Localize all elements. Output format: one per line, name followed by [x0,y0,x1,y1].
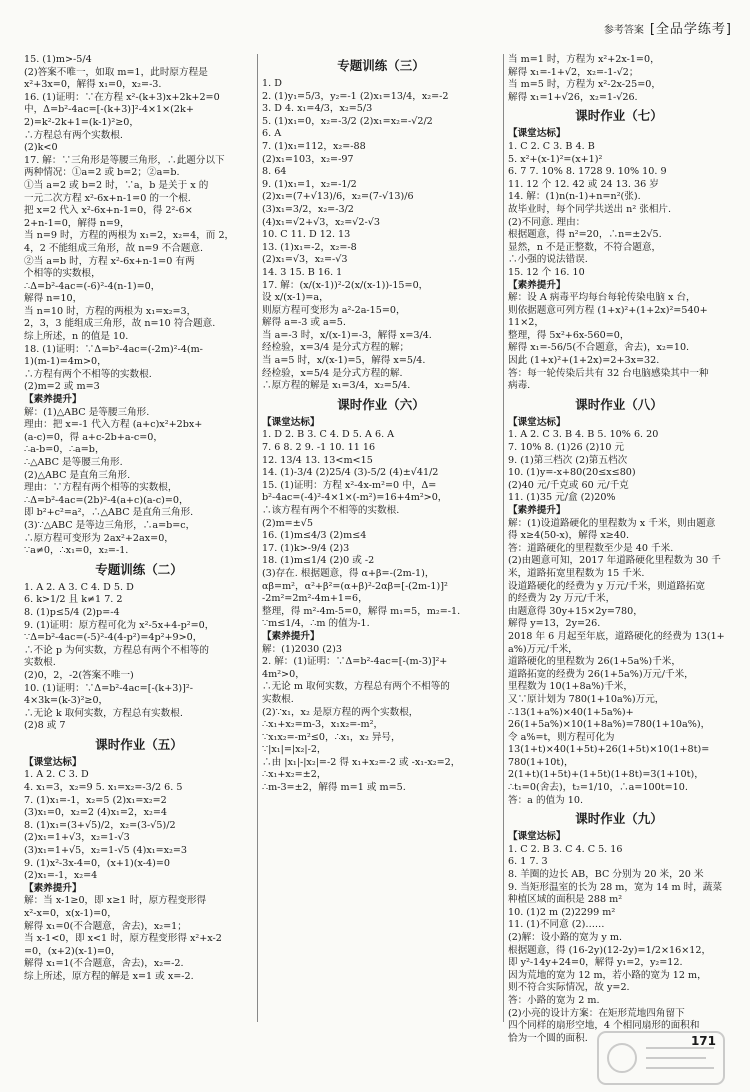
answer-line: 的经费为 2y 万元/千米， [508,593,616,605]
answer-line: ∴小强的说法错误. [508,254,588,266]
answer-line: 解：设 A 病毒平均每台每轮传染电脑 x 台， [508,292,696,304]
answer-line: 又∵原计划为 780(1+10a%)万元， [508,693,665,705]
answer-line: 16. (1)m≤4/3 (2)m≤4 [262,530,367,542]
answer-line: 显然，n 不是正整数，不符合题意， [508,241,662,253]
answer-line: 17. (1)k>-9/4 (2)3 [262,542,350,554]
answer-line: 当 x-1<0，即 x<1 时，原方程变形得 x²+x-2 [24,933,222,945]
answer-line: 设道路硬化的经费为 y 万元/千米，则道路拓宽 [508,580,706,592]
answer-line: 6. 7 7. 10% 8. 1728 9. 10% 10. 9 [508,166,667,178]
answer-line: 道路拓宽的经费为 26(1+5a%)万元/千米， [508,668,694,680]
answer-line: 13. (1)x₁=-2，x₂=-8 [262,241,357,253]
answer-line: 答：道路硬化的里程数至少是 40 千米. [508,542,674,554]
answer-line: (2)x₁=√3，x₂=-√3 [262,254,348,266]
answer-line: 11. (1)35 元/盒 (2)20% [508,492,616,504]
answer-line: 4，2 不能组成三角形，故 n=9 不合题意. [24,242,204,254]
answer-line: ∴不论 p 为何实数，方程总有两个不相等的 [24,644,209,656]
answer-line: 7. (1)x₁=112，x₂=-88 [262,140,366,152]
answer-line: (2)m=2 或 m=3 [24,381,100,393]
answer-line: 6. A [262,128,282,140]
answer-line: 故毕业时，每个同学共送出 n² 张相片. [508,203,672,215]
subsection-label: 【课堂达标】 [508,128,566,140]
answer-line: 把 x=2 代入 x²-6x+n-1=0，得 2²-6× [24,205,193,217]
answer-line: 14. 3 15. B 16. 1 [262,266,343,278]
answer-line: 14. (1)-3/4 (2)25/4 (3)-5/2 (4)±√41/2 [262,467,439,479]
subsection-label: 【素养提升】 [24,882,82,894]
header-reference-label: 参考答案 [603,25,644,36]
answer-line: 解得 x₁=-56/5(不合题意，舍去)，x₂=10. [508,342,690,354]
answer-line: a%)万元/千米， [508,643,578,655]
header-series-title: [全品学练考] [649,22,732,37]
answer-line: 即 b²+c²=a²，∴△ABC 是直角三角形. [24,507,194,519]
answer-line: ∵x₁x₂=-m²≤0，∴x₁，x₂ 异号， [262,731,401,743]
page-header [604,24,732,38]
answer-line: (4)x₁=√2+√3，x₂=√2-√3 [262,216,380,228]
answer-line: 17. 解：∵三角形是等腰三角形，∴此题分以下 [24,154,225,166]
answer-column-2 [262,54,500,1022]
answer-line: 2+n-1=0，解得 n=9， [24,217,130,229]
answer-line: 4×3k=(k-3)²≥0， [24,695,109,707]
answer-column-1 [24,54,254,1022]
answer-line: 2. 解：(1)证明：∵Δ=b²-4ac=[-(m-3)]²+ [262,656,448,668]
section-heading: 专题训练（三） [337,58,425,73]
section-heading: 课时作业（五） [95,736,183,752]
answer-line: ∵a≠0，∴x₁=0，x₂=-1. [24,545,129,557]
answer-line: 8. (1)x₁=(3+√5)/2，x₂=(3-√5)/2 [24,819,176,831]
answer-line: (2)8 或 7 [24,720,66,732]
answer-line: 解得 n=10， [24,293,83,305]
answer-line: 1. C 2. B 3. C 4. C 5. 16 [508,843,623,855]
subsection-label: 【素养提升】 [262,630,320,642]
answer-line: 9. (1)x₁=1，x₂=-1/2 [262,178,357,190]
subsection-label: 【素养提升】 [24,394,82,406]
answer-line: (2)解：设小路的宽为 y m. [508,932,623,943]
answer-line: 四个同样的扇形空地，4 个相同扇形的面积和 [508,1020,700,1032]
answer-line: 17. 解：(x/(x-1))²-2(x/(x-1))-15=0， [262,279,429,291]
answer-line: 解得 x₁=0(不合题意，舍去)，x₂=1； [24,920,187,932]
answer-line: 14. 解：(1)n(n-1)+n=n²(张). [508,191,641,203]
subsection-label: 【课堂达标】 [24,756,82,768]
section-heading: 课时作业（九） [575,811,663,827]
answer-line: 2，3，3 能组成三角形，故 n=10 符合题意. [24,318,216,330]
answer-line: 种植区域的面积是 288 m² [508,894,623,906]
answer-line: 1. A 2. C 3. D [24,769,89,781]
section-heading: 课时作业（六） [337,396,425,412]
answer-line: 1. A 2. A 3. C 4. D 5. D [24,581,134,593]
answer-line: 则原方程可变形为 a²-2a-15=0， [262,304,406,316]
answer-line: 解得 x₁=-1+√2，x₂=-1-√2； [508,66,639,78]
answer-line: 26(1+5a%)×10(1+8a%)=780(1+10a%)， [508,719,711,731]
answer-line: 8. 64 [262,166,287,178]
answer-line: 病毒. [508,380,531,392]
answer-line: 则不符合实际情况，故 y=2. [508,982,630,994]
answer-line: ∵|x₁|=|x₂|-2， [262,744,327,756]
answer-line: 15. (1)m>-5/4 [24,54,92,65]
answer-line: (2)答案不唯一，如取 m=1，此时原方程是 [24,66,208,78]
answer-line: ∴x₁+x₂=m-3，x₁x₂=-m²， [262,719,384,731]
answer-line: 2. (1)y₁=5/3，y₂=-1 (2)x₁=13/4，x₂=-2 [262,90,449,102]
subsection-label: 【课堂达标】 [508,416,566,428]
answer-line: 理由：∵方程有两个相等的实数根， [24,482,178,494]
page-number: 171 [690,1034,716,1049]
answer-line: ∴△ABC 是等腰三角形. [24,457,123,468]
answer-line: 4m²>0， [262,668,305,680]
answer-line: ∴13(1+a%)×40(1+5a%)+ [508,706,634,718]
answer-line: 7. 10% 8. (1)26 (2)10 元 [508,442,625,454]
answer-line: 实数根. [24,657,56,669]
answer-line: 当 a=5 时，x/(x-1)=5，解得 x=5/4. [262,355,426,367]
answer-line: (2)0，2，-2(答案不唯一) [24,669,134,681]
answer-line: (2)小亮的设计方案：在矩形荒地四角留下 [508,1007,685,1019]
answer-line: 5. (1)x₁=0，x₂=-3/2 (2)x₁=x₂=-√2/2 [262,115,433,127]
answer-line: 9. (1)证明：原方程可化为 x²-5x+4-p²=0， [24,619,215,631]
answer-line: 1. D 2. B 3. C 4. D 5. A 6. A [262,429,395,441]
answer-line: 得 x≥4(50-x)，解得 x≥40. [508,530,630,542]
answer-line: 解得 x₁=1(不合题意，舍去)，x₂=-2. [24,958,184,970]
answer-line: 中，Δ=b²-4ac=[-(k+3)]²-4×1×(2k+ [24,104,194,116]
answer-line: 9. 当矩形温室的长为 28 m，宽为 14 m 时，蔬菜 [508,881,722,893]
answer-line: 8. (1)p≤5/4 (2)p=-4 [24,606,120,618]
subsection-label: 【素养提升】 [508,279,566,291]
subsection-label: 【课堂达标】 [508,831,566,843]
answer-line: (2)x₁=-1，x₂=4 [24,870,98,882]
answer-line: (2)x₁=1+√3，x₂=1-√3 [24,832,130,844]
answer-line: ①当 a=2 或 b=2 时，∵a，b 是关于 x 的 [24,179,209,191]
answer-line: ②当 a=b 时，方程 x²-6x+n-1=0 有两 [24,255,195,267]
answer-line: ∴无论 m 取何实数，方程总有两个不相等的 [262,681,450,693]
answer-line: 2018 年 6 月起至年底，道路硬化的经费为 13(1+ [508,630,725,642]
answer-line: 12. 13/4 13. 13<m<15 [262,454,373,466]
answer-line: 4. x₁=3，x₂=9 5. x₁=x₂=-3/2 6. 5 [24,782,183,794]
answer-line: 11×2， [508,317,544,329]
answer-line: 根据题意，得 (16-2y)(12-2y)=1/2×16×12， [508,944,712,956]
answer-line: 因为荒地的宽为 12 m，若小路的宽为 12 m， [508,969,707,981]
answer-line: ∵Δ=b²-4ac=(-5)²-4(4-p²)=4p²+9>0， [24,632,203,644]
answer-line: 实数根. [262,693,294,705]
answer-line: ∵m≤1/4，∴m 的值为-1. [262,618,370,630]
answer-line: (3)x₁=3/2，x₂=-3/2 [262,203,354,215]
answer-line: 10. (1)证明：∵Δ=b²-4ac=[-(k+3)]²- [24,682,193,694]
answer-line: 10. (1)y=-x+80(20≤x≤80) [508,467,636,479]
answer-line: 综上所述，原方程的解是 x=1 或 x=-2. [24,970,194,982]
answer-line: 恰为一个圆的面积. [508,1032,588,1044]
answer-line: 11. 12 个 12. 42 或 24 13. 36 岁 [508,178,659,190]
answer-line: 2)=k²-2k+1=(k-1)²≥0， [24,116,139,128]
answer-line: 5. x²+(x-1)²=(x+1)² [508,153,603,165]
answer-line: 9. (1)x²-3x-4=0，(x+1)(x-4)=0 [24,857,170,869]
answer-line: ∴该方程有两个不相等的实数根. [262,505,400,516]
answer-line: 解：(1)设道路硬化的里程数为 x 千米，则由题意 [508,517,716,529]
answer-line: 因此 (1+x)²+(1+2x)=2+3x=32. [508,355,660,367]
answer-line: =0，(x+2)(x-1)=0， [24,945,121,957]
answer-line: ∴原方程的解是 x₁=3/4，x₂=5/4. [262,380,411,392]
answer-line: (2)k<0 [24,142,58,154]
answer-line: (2)△ABC 是直角三角形. [24,469,131,481]
answer-line: ∴方程总有两个实数根. [24,129,123,141]
answer-line: 个相等的实数根， [24,268,101,280]
answer-line: 2(1+t)(1+5t)+(1+5t)(1+8t)=3(1+10t)， [508,769,704,781]
answer-line: 8. 羊圈的边长 AB，BC 分别为 20 米，20 米 [508,869,704,881]
answer-line: 根据题意，得 n²=20，∴n=±2√5. [508,229,662,241]
answer-line: 答：每一轮传染后共有 32 台电脑感染其中一种 [508,367,709,379]
answer-line: ∴a-b=0，∴a=b， [24,444,105,456]
answer-line: 1. C 2. C 3. B 4. B [508,140,595,152]
answer-line: 解：(1)2030 (2)3 [262,643,342,655]
answer-line: 6. k>1/2 且 k≠1 7. 2 [24,594,123,606]
answer-line: 经检验，x=5/4 是分式方程的解. [262,367,403,379]
answer-line: (2)不同意. 理由： [508,216,586,228]
answer-line: (3)∵△ABC 是等边三角形，∴a=b=c， [24,519,196,531]
answer-line: 11. (1)不同意 (2)…… [508,919,605,931]
answer-line: 1. D [262,78,282,89]
section-heading: 专题训练（二） [95,561,183,577]
answer-line: 解：(1)△ABC 是等腰三角形. [24,406,150,418]
answer-line: (3)x₁=1+√5，x₂=1-√5 (4)x₁=x₂=3 [24,845,188,857]
answer-line: 当 a=-3 时，x/(x-1)=-3，解得 x=3/4. [262,329,432,341]
answer-line: 设 x/(x-1)=a， [262,292,329,304]
watermark-stamp [596,1030,726,1086]
answer-line: 解得 x₁=1+√26，x₂=1-√26. [508,91,638,103]
answer-line: 米，道路拓宽里程数为 15 千米. [508,567,645,579]
answer-line: (a-c)=0，得 a+c-2b+a-c=0， [24,431,163,443]
answer-line: 7. 6 8. 2 9. -1 10. 11 16 [262,442,376,454]
answer-line: (2)40 元/千克或 60 元/千克 [508,479,629,491]
answer-line: ∴方程有两个不相等的实数根. [24,368,152,380]
answer-line: 解：当 x-1≥0，即 x≥1 时，原方程变形得 [24,895,207,907]
answer-line: x²+3x=0，解得 x₁=0，x₂=-3. [24,79,162,91]
answer-line: αβ=m²，α²+β²=(α+β)²-2αβ=[-(2m-1)]² [262,580,448,592]
answer-line: 15. (1)证明：方程 x²-4x-m²=0 中，Δ= [262,479,437,491]
answer-line: 15. 12 个 16. 10 [508,266,585,278]
answer-line: 780(1+10t)， [508,756,574,768]
answer-line: 由题意得 30y+15×2y=780， [508,605,643,617]
answer-line: 6. 1 7. 3 [508,856,548,868]
answer-line: 整理，得 m²-4m-5=0，解得 m₁=5，m₂=-1. [262,605,461,617]
section-heading: 课时作业（七） [575,108,663,124]
answer-line: 解得 y=13，2y=26. [508,618,601,630]
answer-line: 1)(m-1)=4m>0， [24,356,107,368]
answer-line: 道路硬化的里程数为 26(1+5a%)千米， [508,656,681,668]
answer-line: ∴m-3=±2，解得 m=1 或 m=5. [262,782,406,794]
answer-line: 两种情况：①a=2 或 b=2；②a=b. [24,167,180,179]
answer-line: 7. (1)x₁=-1，x₂=5 (2)x₁=x₂=2 [24,794,167,806]
answer-line: ∴Δ=b²-4ac=(2b)²-4(a+c)(a-c)=0， [24,494,189,506]
answer-line: ∴无论 k 取何实数，方程总有实数根. [24,707,183,719]
answer-line: 10. (1)2 m (2)2299 m² [508,906,616,918]
answer-line: ∴t₁=0(舍去)，t₂=1/10，∴a=100t=10. [508,782,688,794]
section-heading: 课时作业（八） [575,396,663,412]
answer-line: 16. (1)证明：∵在方程 x²-(k+3)x+2k+2=0 [24,91,220,103]
answer-line: (2)x₁=(7+√13)/6，x₂=(7-√13)/6 [262,191,414,203]
answer-line: 综上所述，n 的值是 10. [24,331,129,343]
answer-line: 10. C 11. D 12. 13 [262,229,351,241]
answer-line: (2)x₁=103，x₂=-97 [262,153,354,165]
subsection-label: 【素养提升】 [508,505,566,516]
answer-line: 9. (1)第三档次 (2)第五档次 [508,454,628,466]
answer-line: -2m²=2m²-4m+1=6， [262,593,368,605]
answer-line: 当 m=5 时，方程为 x²-2x-25=0， [508,79,661,91]
answer-line: 里程数为 10(1+8a%)千米， [508,681,633,693]
answer-line: 答：a 的值为 10. [508,794,584,806]
answer-line: (2)m=±√5 [262,517,313,529]
answer-line: 整理，得 5x²+6x-560=0， [508,329,630,341]
answer-line: ∴Δ=b²-4ac=(-6)²-4(n-1)=0， [24,280,161,292]
answer-line: ∴x₁+x₂=±2， [262,769,327,781]
answer-line: 18. (1)m≤1/4 (2)0 或 -2 [262,555,375,567]
answer-line: b²-4ac=(-4)²-4×1×(-m²)=16+4m²>0， [262,492,448,504]
answer-line: (2)∵x₁，x₂ 是原方程的两个实数根， [262,706,419,718]
answer-line: 18. (1)证明：∵Δ=b²-4ac=(-2m)²-4(m- [24,343,203,355]
answer-line: 理由：把 x=-1 代入方程 (a+c)x²+2bx+ [24,419,203,431]
answer-line: 当 m=1 时，方程为 x²+2x-1=0， [508,54,660,65]
answer-line: 3. D 4. x₁=4/3，x₂=5/3 [262,103,373,115]
answer-line: ∴原方程可变形为 2ax²+2ax=0， [24,532,174,544]
answer-line: 经检验，x=3/4 是分式方程的解； [262,342,410,354]
subsection-label: 【课堂达标】 [262,416,320,428]
answer-line: 当 n=9 时，方程的两根为 x₁=2，x₂=4，而 2， [24,230,235,242]
answer-line: 即 y²-14y+24=0，解得 y₁=2，y₂=12. [508,957,683,969]
answer-line: 一元二次方程 x²-6x+n-1=0 的一个根. [24,192,191,204]
answer-line: 答：小路的宽为 2 m. [508,994,600,1006]
answer-line: 令 a%=t，则方程可化为 [508,731,615,743]
answer-line: 解得 a=-3 或 a=5. [262,317,346,329]
column-divider [503,54,504,1022]
answer-line: 当 n=10 时，方程的两根为 x₁=x₂=3， [24,305,197,317]
answer-line: 1. A 2. C 3. B 4. B 5. 10% 6. 20 [508,429,659,441]
answer-line: x²-x=0，x(x-1)=0， [24,908,117,919]
answer-line: 13(1+t)×40(1+5t)+26(1+5t)×10(1+8t)= [508,744,710,756]
answer-line: 则依据题意可列方程 (1+x)²+(1+2x)²=540+ [508,304,708,316]
answer-line: (3)存在. 根据题意，得 α+β=-(2m-1)， [262,567,435,579]
answer-line: ∴由 |x₁|-|x₂|=-2 得 x₁+x₂=-2 或 -x₁-x₂=2， [262,756,461,768]
column-divider [257,54,258,1022]
answer-line: (3)x₁=0，x₂=2 (4)x₁=2，x₂=4 [24,807,168,819]
answer-line: (2)由题意可知，2017 年道路硬化里程数为 30 千 [508,555,721,567]
